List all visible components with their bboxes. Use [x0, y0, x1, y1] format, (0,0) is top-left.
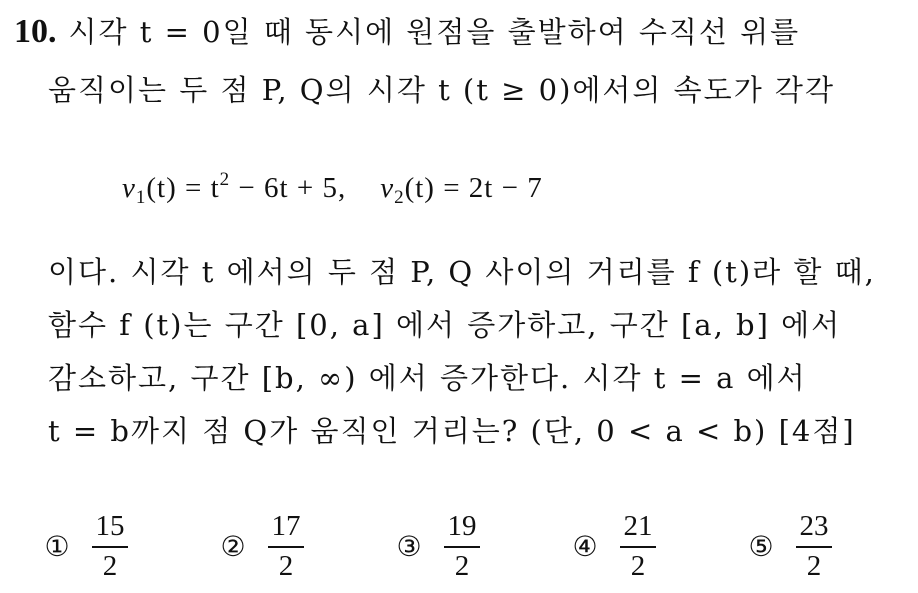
choice-1-numerator: 15: [95, 510, 125, 542]
fraction-bar: [92, 546, 128, 548]
choice-5-denominator: 2: [806, 550, 822, 582]
v2-subscript: 2: [394, 187, 405, 208]
fraction-bar: [620, 546, 656, 548]
fraction-bar: [796, 546, 832, 548]
choice-3-fraction: [442, 510, 482, 585]
choice-2-numerator: 17: [271, 510, 301, 542]
problem-line-7: t = b까지 점 Q가 움직인 거리는? (단, 0 < a < b) [4점]: [48, 414, 856, 448]
v1-symbol: v: [122, 172, 136, 204]
choice-2-number: ②: [220, 530, 246, 563]
v2-rhs: (t) = 2t − 7: [404, 172, 543, 204]
problem-line-1: [14, 12, 800, 52]
choice-2-denominator: 2: [278, 550, 294, 582]
problem-text-line-1: 시각 t = 0일 때 동시에 원점을 출발하여 수직선 위를: [68, 15, 801, 49]
choice-5-numerator: 23: [799, 510, 829, 542]
velocity-equations: [122, 160, 543, 218]
choice-4-number: ④: [572, 530, 598, 563]
v1-rhs-part-b: − 6t + 5,: [230, 172, 347, 204]
problem-line-4: 이다. 시각 t 에서의 두 점 P, Q 사이의 거리를 f (t)라 할 때,: [48, 255, 876, 289]
choice-2-fraction: [266, 510, 306, 585]
choice-5-fraction: [794, 510, 834, 585]
problem-line-5: 함수 f (t)는 구간 [0, a] 에서 증가하고, 구간 [a, b] 에서: [48, 308, 842, 342]
choice-1-number: ①: [44, 530, 70, 563]
fraction-bar: [444, 546, 480, 548]
choice-1-denominator: 2: [102, 550, 118, 582]
answer-choices: [40, 510, 900, 585]
choice-5-number: ⑤: [748, 530, 774, 563]
choice-4-numerator: 21: [623, 510, 653, 542]
v2-symbol: v: [380, 172, 395, 204]
choice-1-fraction: [90, 510, 130, 585]
problem-line-6: 감소하고, 구간 [b, ∞) 에서 증가한다. 시각 t = a 에서: [48, 361, 807, 395]
v1-exponent: 2: [219, 169, 231, 190]
v1-subscript: 1: [135, 187, 147, 208]
choice-3-number: ③: [396, 530, 422, 563]
fraction-bar: [268, 546, 304, 548]
choice-3-denominator: 2: [454, 550, 470, 582]
choice-4-fraction: [618, 510, 658, 585]
problem-number: 10.: [14, 13, 57, 50]
choice-3-numerator: 19: [447, 510, 477, 542]
v1-rhs-part-a: (t) = t: [146, 172, 220, 204]
choice-4-denominator: 2: [630, 550, 646, 582]
problem-line-2: 움직이는 두 점 P, Q의 시각 t (t ≥ 0)에서의 속도가 각각: [48, 73, 835, 107]
